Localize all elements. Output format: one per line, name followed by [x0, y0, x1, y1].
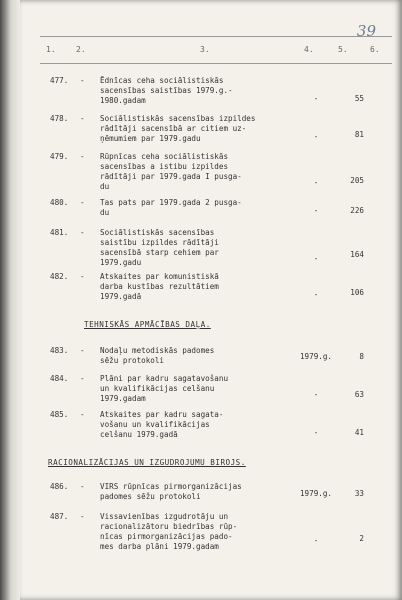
- entry-description: [100, 198, 290, 218]
- entry-description-line: racionalizātoru biedrības rūp-: [100, 522, 238, 531]
- entry-dash: -: [80, 410, 85, 419]
- entry-description: [100, 114, 290, 144]
- entry-description-line: sacensības a istibu izpildes: [100, 162, 229, 171]
- entry-sheet-count: 226: [350, 206, 364, 215]
- entry-description: [100, 152, 290, 192]
- entry-number: 484.: [50, 374, 69, 383]
- entry-sheet-count: 63: [354, 390, 364, 399]
- entry-date-column: -: [313, 290, 319, 299]
- entry-description-line: Sociālistiskās sacensības: [100, 228, 215, 237]
- entry-number: 486.: [50, 482, 69, 491]
- column-header-4: 4.: [304, 45, 314, 54]
- entry-description-line: Sociālistiskās sacensības izpildes: [100, 114, 256, 123]
- entry-description: [100, 76, 290, 106]
- entry-description-line: nīcas pirmorganizācijas pado-: [100, 532, 233, 541]
- entry-number: 481.: [50, 228, 69, 237]
- entry-description-line: 1979.gadā: [100, 292, 142, 301]
- entry-description-line: Atskaites par kadru sagata-: [100, 410, 224, 419]
- column-header-5: 5.: [338, 45, 348, 54]
- entry-date-column: -: [313, 94, 319, 103]
- entry-description-line: un kvalifikācijas celšanu: [100, 384, 215, 393]
- entry-description-line: 1979.gadu: [100, 258, 142, 267]
- entry-dash: -: [80, 272, 85, 281]
- entry-number: 483.: [50, 346, 69, 355]
- entry-sheet-count: 164: [350, 250, 364, 259]
- entry-sheet-count: 106: [350, 288, 364, 297]
- entry-sheet-count: 205: [350, 176, 364, 185]
- entry-description-line: 1979.gadam: [100, 394, 146, 403]
- entry-date-column: -: [313, 536, 319, 545]
- entry-description-line: saistību izpildes rādītāji: [100, 238, 219, 247]
- entry-description-line: Plāni par kadru sagatavošanu: [100, 374, 229, 383]
- section-heading-technical-training: TEHNISKĀS APMĀCĪBAS DAĻA.: [84, 320, 211, 329]
- book-binding-edge: [0, 0, 20, 600]
- entry-description-line: Vissavienības izgudrotāju un: [100, 512, 229, 521]
- entry-date-column: 1979.g.: [299, 352, 332, 361]
- entry-date-column: 1979.g.: [299, 489, 332, 498]
- entry-sheet-count: 2: [359, 534, 364, 543]
- entry-date-column: -: [313, 132, 319, 141]
- entry-sheet-count: 81: [354, 130, 364, 139]
- entry-dash: -: [80, 482, 85, 491]
- section-heading-rationalization-bureau: RACIONALIZĀCIJAS UN IZGUDROJUMU BIROJS.: [48, 458, 246, 467]
- entry-description: [100, 374, 290, 404]
- entry-dash: -: [80, 228, 85, 237]
- entry-description-line: sacensībā starp cehiem par: [100, 248, 219, 257]
- entry-description-line: Rūpnīcas ceha sociālistiskās: [100, 152, 229, 161]
- entry-description-line: du: [100, 208, 110, 217]
- entry-number: 479.: [50, 152, 69, 161]
- entry-number: 477.: [50, 76, 69, 85]
- entry-description-line: 1980.gadam: [100, 96, 146, 105]
- entry-date-column: -: [313, 390, 319, 399]
- entry-description: [100, 512, 290, 552]
- entry-sheet-count: 55: [354, 94, 364, 103]
- column-header-1: 1.: [46, 45, 56, 54]
- entry-dash: -: [80, 374, 85, 383]
- entry-description: [100, 272, 290, 302]
- entry-date-column: -: [313, 428, 319, 437]
- entry-description-line: sēžu protokoli: [100, 356, 165, 365]
- entry-date-column: -: [313, 178, 319, 187]
- entry-description-line: padomes sēžu protokoli: [100, 492, 201, 501]
- entry-description-line: Tas pats par 1979.gada 2 pusga-: [100, 198, 242, 207]
- entry-number: 482.: [50, 272, 69, 281]
- entry-description: [100, 346, 290, 366]
- entry-date-column: -: [313, 206, 319, 215]
- entry-description-line: sacensības saistības 1979.g.-: [100, 86, 233, 95]
- entry-dash: -: [80, 76, 85, 85]
- entry-sheet-count: 41: [354, 428, 364, 437]
- entry-sheet-count: 33: [354, 489, 364, 498]
- entry-description: [100, 482, 290, 502]
- entry-number: 480.: [50, 198, 69, 207]
- entry-description-line: darba kustības rezultātiem: [100, 282, 219, 291]
- page-folio-number: 39: [356, 22, 376, 40]
- entry-description-line: rādītāji par 1979.gada I pusga-: [100, 172, 242, 181]
- entry-description: [100, 410, 290, 440]
- entry-dash: -: [80, 152, 85, 161]
- entry-dash: -: [80, 346, 85, 355]
- column-header-2: 2.: [76, 45, 86, 54]
- column-header-6: 6.: [370, 45, 380, 54]
- entry-sheet-count: 8: [359, 352, 364, 361]
- document-page: [20, 0, 402, 600]
- entry-description-line: mes darba plāni 1979.gadam: [100, 542, 219, 551]
- entry-description: [100, 228, 290, 268]
- entry-description-line: ņēmumiem par 1979.gadu: [100, 134, 201, 143]
- entry-dash: -: [80, 512, 85, 521]
- entry-description-line: rādītāji sacensībā ar citiem uz-: [100, 124, 247, 133]
- entry-description-line: VIRS rūpnīcas pirmorganizācijas: [100, 482, 242, 491]
- entry-description-line: Ēdnīcas ceha sociālistiskās: [100, 76, 224, 85]
- entry-description-line: Atskaites par komunistiskā: [100, 272, 219, 281]
- entry-description-line: Nodaļu metodiskās padomes: [100, 346, 215, 355]
- entry-date-column: -: [313, 254, 319, 263]
- entry-description-line: du: [100, 182, 110, 191]
- entry-number: 485.: [50, 410, 69, 419]
- entry-description-line: celšanu 1979.gadā: [100, 430, 178, 439]
- entry-description-line: vošanu un kvalifikācijas: [100, 420, 210, 429]
- entry-dash: -: [80, 114, 85, 123]
- entry-number: 478.: [50, 114, 69, 123]
- entry-dash: -: [80, 198, 85, 207]
- entry-number: 487.: [50, 512, 69, 521]
- column-header-3: 3.: [200, 45, 210, 54]
- column-header-row: [40, 36, 392, 64]
